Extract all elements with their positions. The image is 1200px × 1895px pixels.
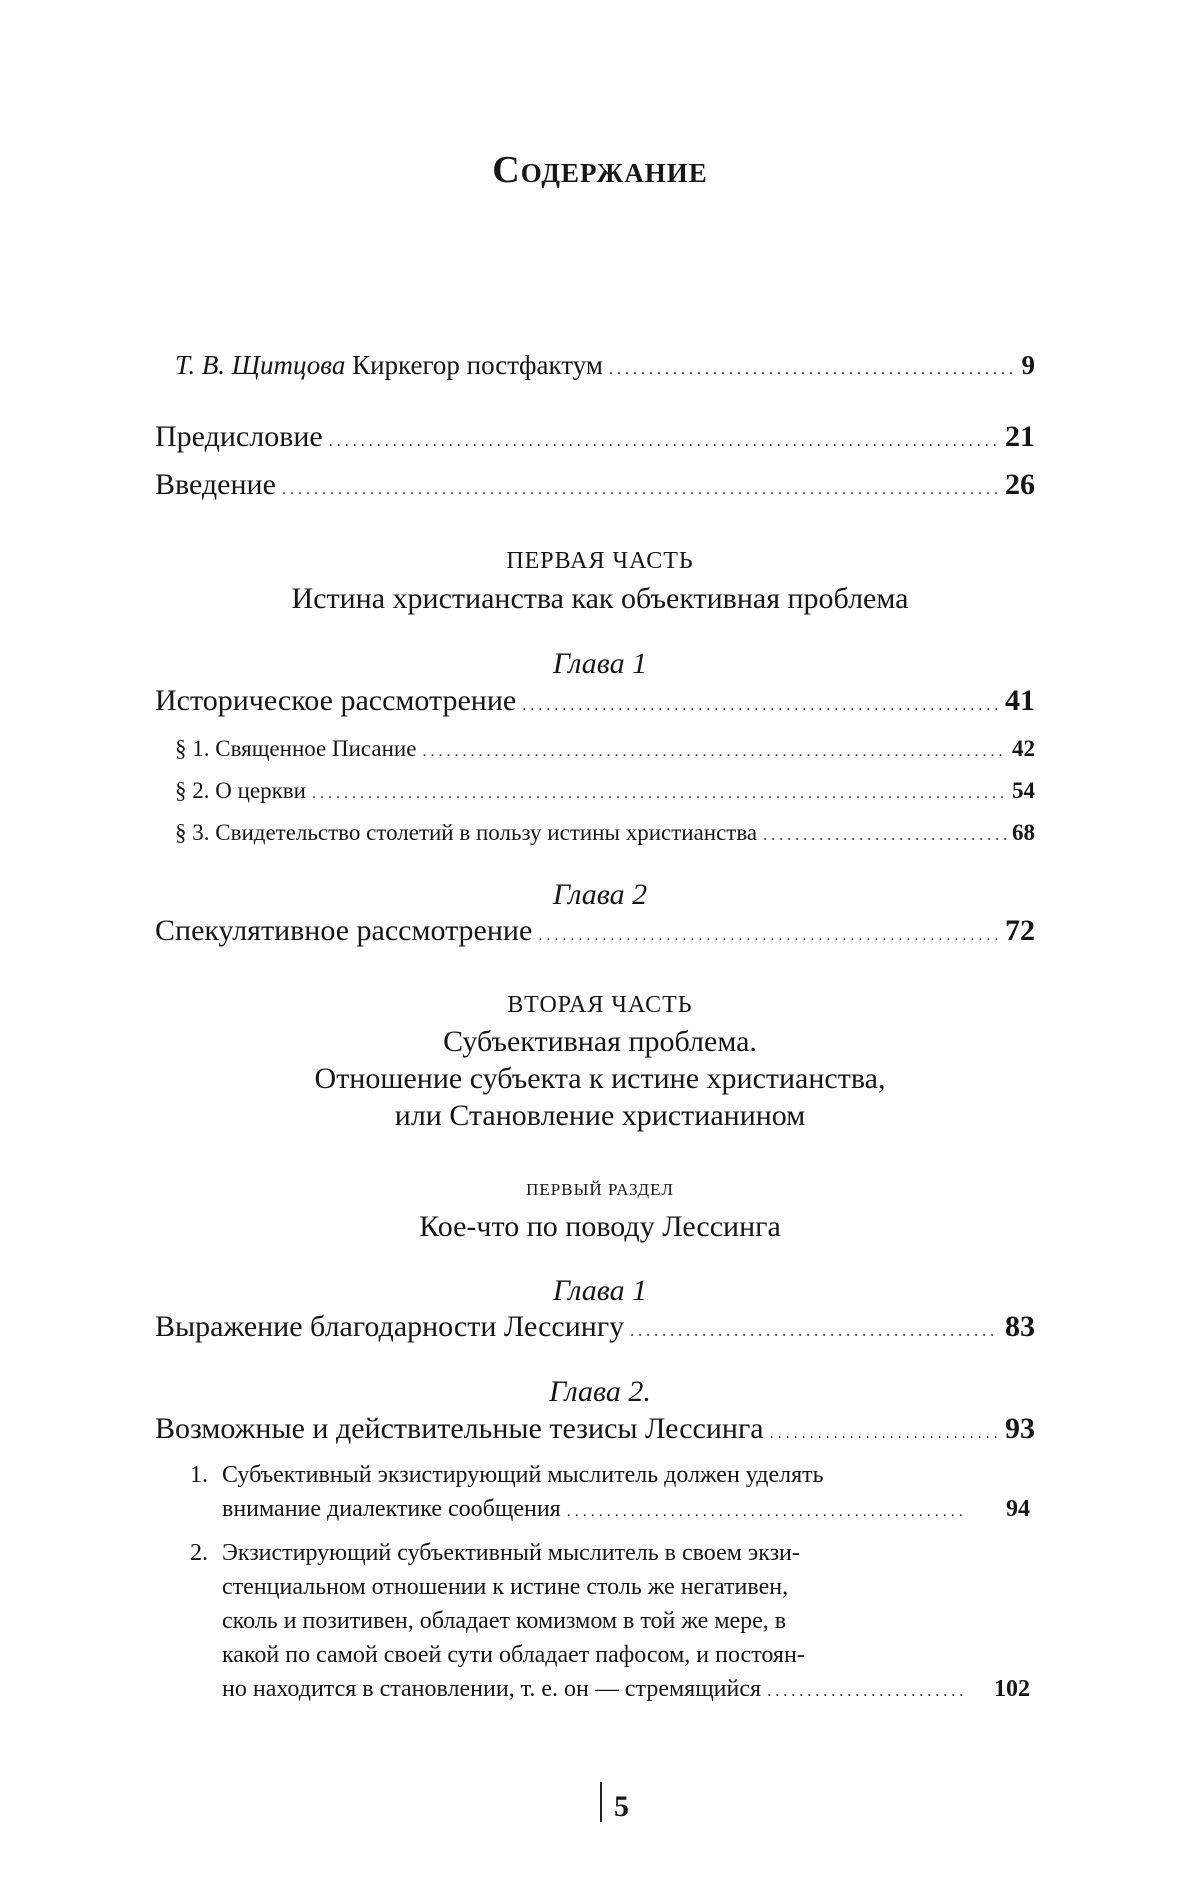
toc-page-number: 93 — [1005, 1412, 1035, 1445]
leader-dots — [567, 1495, 964, 1529]
toc-entry-afterword[interactable] — [175, 350, 1035, 381]
part-subtitle-line: Субъективная проблема. — [443, 1025, 757, 1058]
part-heading: ВТОРАЯ ЧАСТЬ — [507, 992, 693, 1018]
toc-entry-label: Т. В. Щитцова Киркегор постфактум — [175, 350, 603, 380]
toc-entry-label: § 2. О церкви — [175, 778, 306, 803]
leader-dots — [282, 481, 999, 499]
toc-entry-chapter[interactable] — [155, 914, 1035, 948]
leader-dots — [770, 1425, 999, 1443]
toc-entry-section[interactable] — [175, 820, 1035, 846]
chapter-label: Глава 1 — [552, 1274, 648, 1307]
page-title: Содержание — [492, 149, 708, 191]
leader-dots — [522, 697, 999, 715]
page-number-rule — [600, 1782, 602, 1822]
leader-dots — [767, 1675, 964, 1709]
toc-entry-introduction[interactable] — [155, 468, 1035, 502]
toc-page-number: 26 — [1005, 468, 1035, 501]
toc-page-number: 54 — [1012, 778, 1035, 803]
chapter-label: Глава 1 — [552, 647, 648, 680]
toc-page-number: 68 — [1012, 820, 1035, 845]
thesis-number: 1. — [190, 1462, 208, 1488]
toc-entry-label: Историческое рассмотрение — [155, 684, 517, 717]
toc-page-number: 72 — [1005, 914, 1035, 947]
toc-entry-thesis[interactable] — [190, 1458, 1030, 1529]
leader-dots — [630, 1323, 999, 1341]
toc-entry-label: Спекулятивное рассмотрение — [155, 914, 533, 947]
part-subtitle-line: или Становление христианином — [394, 1099, 806, 1132]
thesis-line: Субъективный экзистирующий мыслитель должен уделять — [222, 1462, 824, 1488]
thesis-number: 2. — [190, 1540, 208, 1566]
division-subtitle: Кое-что по поводу Лессинга — [419, 1210, 781, 1243]
thesis-line: какой по самой своей сути обладает пафосом, и постоян- — [222, 1642, 805, 1668]
toc-entry-preface[interactable] — [155, 420, 1035, 454]
leader-dots — [329, 433, 999, 451]
page-number: 5 — [614, 1790, 629, 1823]
toc-entry-thesis[interactable] — [190, 1536, 1030, 1709]
part-subtitle: Истина христианства как объективная проблема — [291, 582, 909, 615]
leader-dots — [763, 827, 1006, 845]
toc-page-number: 41 — [1005, 684, 1035, 717]
thesis-line: сколь и позитивен, обладает комизмом в той же мере, в — [222, 1608, 787, 1634]
part-heading: ПЕРВАЯ ЧАСТЬ — [506, 548, 694, 574]
toc-entry-chapter[interactable] — [155, 1412, 1035, 1446]
leader-dots — [312, 785, 1006, 803]
toc-entry-chapter[interactable] — [155, 1310, 1035, 1344]
chapter-label: Глава 2 — [552, 878, 648, 911]
thesis-line: внимание диалектике сообщения — [222, 1496, 561, 1522]
toc-page-number: 83 — [1005, 1310, 1035, 1343]
chapter-label: Глава 2. — [549, 1375, 651, 1408]
toc-entry-chapter[interactable] — [155, 684, 1035, 718]
toc-entry-label: Введение — [155, 468, 276, 501]
leader-dots — [609, 361, 1016, 379]
toc-entry-label: Возможные и действительные тезисы Лессинга — [155, 1412, 764, 1445]
leader-dots — [422, 743, 1006, 761]
thesis-line: но находится в становлении, т. е. он — стремящийся — [222, 1676, 762, 1702]
toc-page-number: 94 — [1006, 1496, 1030, 1522]
thesis-line: Экзистирующий субъективный мыслитель в своем экзи- — [222, 1540, 800, 1566]
toc-entry-section[interactable] — [175, 736, 1035, 762]
toc-page-number: 9 — [1021, 350, 1035, 380]
toc-entry-author: Т. В. Щитцова — [175, 350, 346, 380]
toc-entry-section[interactable] — [175, 778, 1035, 804]
toc-entry-label: Предисловие — [155, 420, 323, 453]
leader-dots — [538, 927, 999, 945]
toc-page-number: 102 — [994, 1676, 1030, 1702]
division-heading: ПЕРВЫЙ РАЗДЕЛ — [526, 1180, 674, 1199]
thesis-line: стенциальном отношении к истине столь же негативен, — [222, 1574, 789, 1600]
toc-page-number: 21 — [1005, 420, 1035, 453]
toc-page-number: 42 — [1012, 736, 1035, 761]
toc-entry-label: § 1. Священное Писание — [175, 736, 417, 761]
toc-entry-label: Выражение благодарности Лессингу — [155, 1310, 625, 1343]
toc-entry-label: § 3. Свидетельство столетий в пользу истины христианства — [175, 820, 758, 845]
part-subtitle-line: Отношение субъекта к истине христианства, — [314, 1062, 886, 1095]
